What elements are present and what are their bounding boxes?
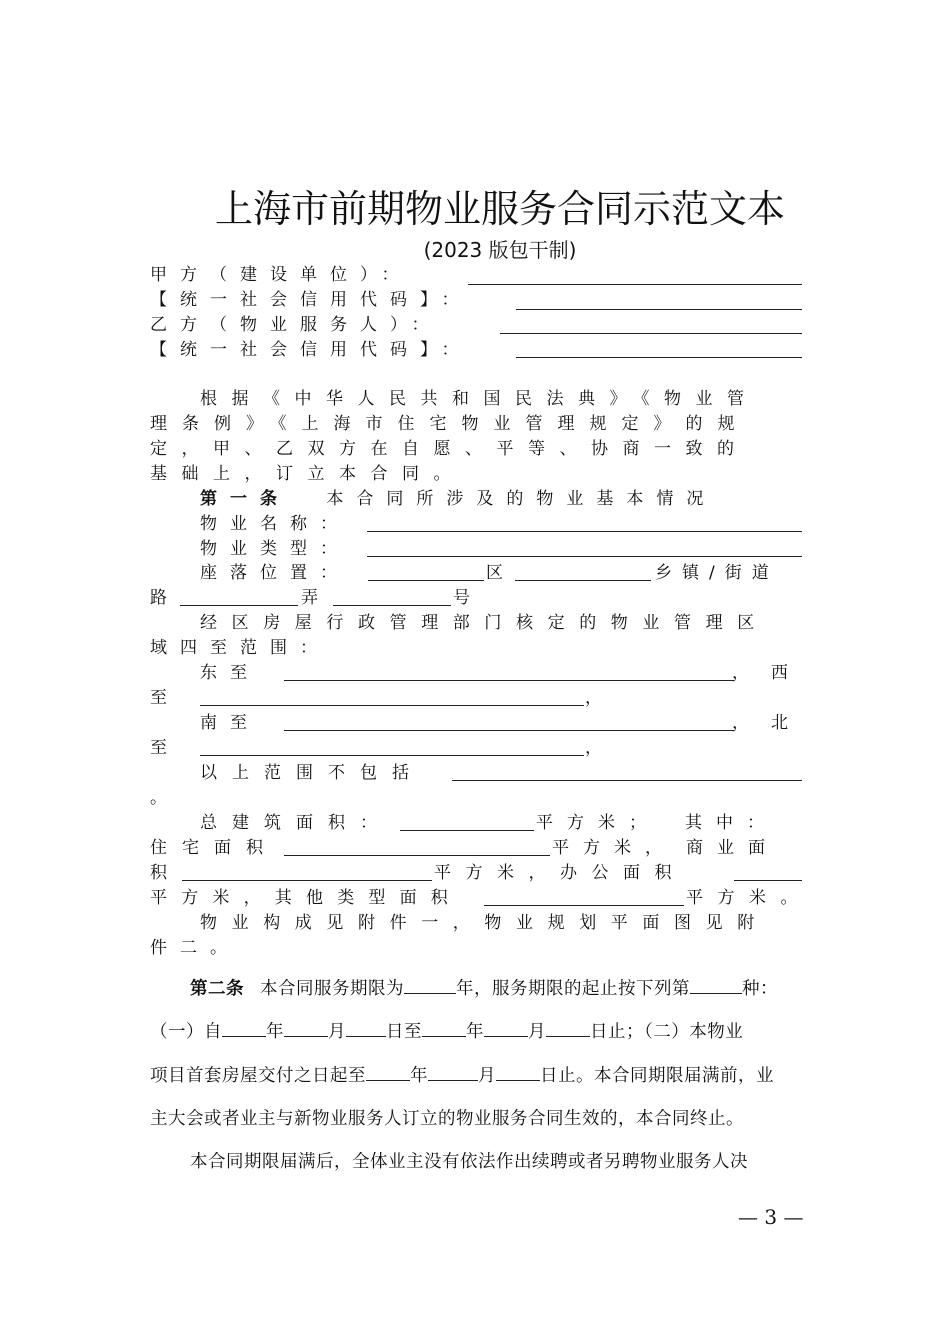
area-2c: 商业面 xyxy=(686,838,779,858)
exclude-blank xyxy=(452,779,802,781)
article-2-l1c: 种： xyxy=(742,979,778,999)
article-2-line-5: 本合同期限届满后，全体业主没有依法作出续聘或者另聘物业服务人决 xyxy=(190,1152,748,1172)
location-label: 座落位置： xyxy=(200,563,350,583)
north-text-a: ，北 xyxy=(732,713,810,733)
credit-code-b-line xyxy=(150,338,802,362)
intro-line-3: 定，甲、乙双方在自愿、平等、协商一致的 xyxy=(150,439,749,459)
end-day-blank xyxy=(546,1020,590,1037)
area-1b: 平方米； xyxy=(536,813,660,833)
lane-text: 弄 xyxy=(301,588,331,608)
party-b-blank xyxy=(500,332,802,334)
article-2-l2b: 年 xyxy=(266,1022,284,1042)
area-3b: 平方米，办公面积 xyxy=(434,863,686,883)
end-month-blank xyxy=(484,1020,528,1037)
east-blank xyxy=(284,679,734,681)
north-comma: ， xyxy=(585,738,615,758)
area-1a: 总建筑面积： xyxy=(200,813,392,833)
property-name-blank xyxy=(367,530,802,532)
credit-code-a-label: 【统一社会信用代码】： xyxy=(150,290,472,310)
district-blank xyxy=(368,579,484,581)
lane-blank xyxy=(333,604,451,606)
west-text-b: 至 xyxy=(150,688,180,708)
article-2-l3c: 月 xyxy=(478,1066,496,1086)
exclude-period: 。 xyxy=(150,788,180,808)
road-text: 路 xyxy=(150,588,180,608)
article-2-line-1 xyxy=(190,975,850,1000)
west-comma: ， xyxy=(585,688,615,708)
article-2-l2c: 月 xyxy=(328,1022,346,1042)
exclude-text: 以上范围不包括 xyxy=(200,763,424,783)
article-2-l1a: 本合同服务期限为 xyxy=(260,979,404,999)
west-blank xyxy=(200,704,584,706)
article-1-heading-text: 本合同所涉及的物业基本情况 xyxy=(326,489,717,509)
article-2-line-2 xyxy=(150,1018,810,1043)
article-1-heading-line xyxy=(200,487,802,511)
area-2a: 住宅面积 xyxy=(150,838,278,858)
property-type-blank xyxy=(367,555,802,557)
area-4a: 平方米，其他类型面积 xyxy=(150,888,462,908)
article-2-l3a: 项目首套房屋交付之日起至 xyxy=(150,1066,366,1086)
property-type-line xyxy=(200,537,802,561)
party-a-label: 甲方（建设单位）： xyxy=(150,265,412,285)
town-blank xyxy=(515,579,651,581)
end-year-blank xyxy=(422,1020,466,1037)
area-1c: 其中： xyxy=(685,813,778,833)
east-text: 东至 xyxy=(200,663,260,683)
south-blank xyxy=(284,729,734,731)
start-year-blank xyxy=(222,1020,266,1037)
article-2-line-4: 主大会或者业主与新物业服务人订立的物业服务合同生效的，本合同终止。 xyxy=(150,1109,744,1129)
area-3a: 积 xyxy=(150,863,180,883)
article-2-l2a: （一）自 xyxy=(150,1022,222,1042)
article-1-heading: 第一条 xyxy=(200,489,290,509)
article-2-l1b: 年，服务期限的起止按下列第 xyxy=(456,979,690,999)
south-text: 南至 xyxy=(200,713,260,733)
article-2-l2e: 年 xyxy=(466,1022,484,1042)
area-2b: 平方米， xyxy=(552,838,676,858)
north-blank xyxy=(200,754,584,756)
intro-line-2: 理条例》《上海市住宅物业管理规定》的规 xyxy=(150,414,750,434)
article-2-l2d: 日至 xyxy=(386,1022,422,1042)
north-text-b: 至 xyxy=(150,738,180,758)
article-2-l2f: 月 xyxy=(528,1022,546,1042)
residential-area-blank xyxy=(284,854,550,856)
office-area-blank xyxy=(734,879,802,881)
credit-code-a-blank xyxy=(516,308,802,310)
first-delivery-year-blank xyxy=(366,1064,410,1081)
scope-line-1: 经区房屋行政管理部门核定的物业管理区 xyxy=(200,613,769,633)
document-title: 上海市前期物业服务合同示范文本 xyxy=(214,187,785,231)
total-area-blank xyxy=(400,829,534,831)
article-2-line-3 xyxy=(150,1062,810,1087)
start-day-blank xyxy=(346,1020,386,1037)
party-b-label: 乙方（物业服务人）： xyxy=(150,315,442,335)
article-2-l3b: 年 xyxy=(410,1066,428,1086)
other-area-blank xyxy=(484,904,684,906)
term-years-blank xyxy=(404,977,456,994)
credit-code-b-blank xyxy=(516,356,802,358)
first-delivery-month-blank xyxy=(428,1064,478,1081)
term-option-blank xyxy=(690,977,742,994)
scope-line-2: 域四至范围： xyxy=(150,638,330,658)
party-a-blank xyxy=(468,283,802,285)
property-name-label: 物业名称： xyxy=(200,514,350,534)
property-type-label: 物业类型： xyxy=(200,539,350,559)
commercial-area-blank xyxy=(182,879,432,881)
page-number: — 3 — xyxy=(738,1205,804,1229)
road-blank xyxy=(180,604,298,606)
attach-line-2: 件二。 xyxy=(150,938,240,958)
first-delivery-day-blank xyxy=(496,1064,540,1081)
town-text: 乡镇/街道 xyxy=(655,563,779,583)
intro-line-4: 基础上，订立本合同。 xyxy=(150,464,465,484)
district-text: 区 xyxy=(486,563,516,583)
property-name-line xyxy=(200,512,802,536)
number-text: 号 xyxy=(453,588,483,608)
article-2-heading: 第二条 xyxy=(190,979,244,999)
west-text-a: ，西 xyxy=(732,663,810,683)
article-2-l2g: 日止；（二）本物业 xyxy=(590,1022,744,1042)
attach-line-1: 物业构成见附件一，物业规划平面图见附 xyxy=(200,913,769,933)
area-4b: 平方米。 xyxy=(686,888,812,908)
article-2-l3d: 日止。本合同期限届满前，业 xyxy=(540,1066,774,1086)
intro-line-1: 根据《中华人民共和国民法典》《物业管 xyxy=(200,389,759,409)
document-subtitle: (2023 版包干制) xyxy=(423,238,577,262)
credit-code-b-label: 【统一社会信用代码】： xyxy=(150,340,472,360)
start-month-blank xyxy=(284,1020,328,1037)
